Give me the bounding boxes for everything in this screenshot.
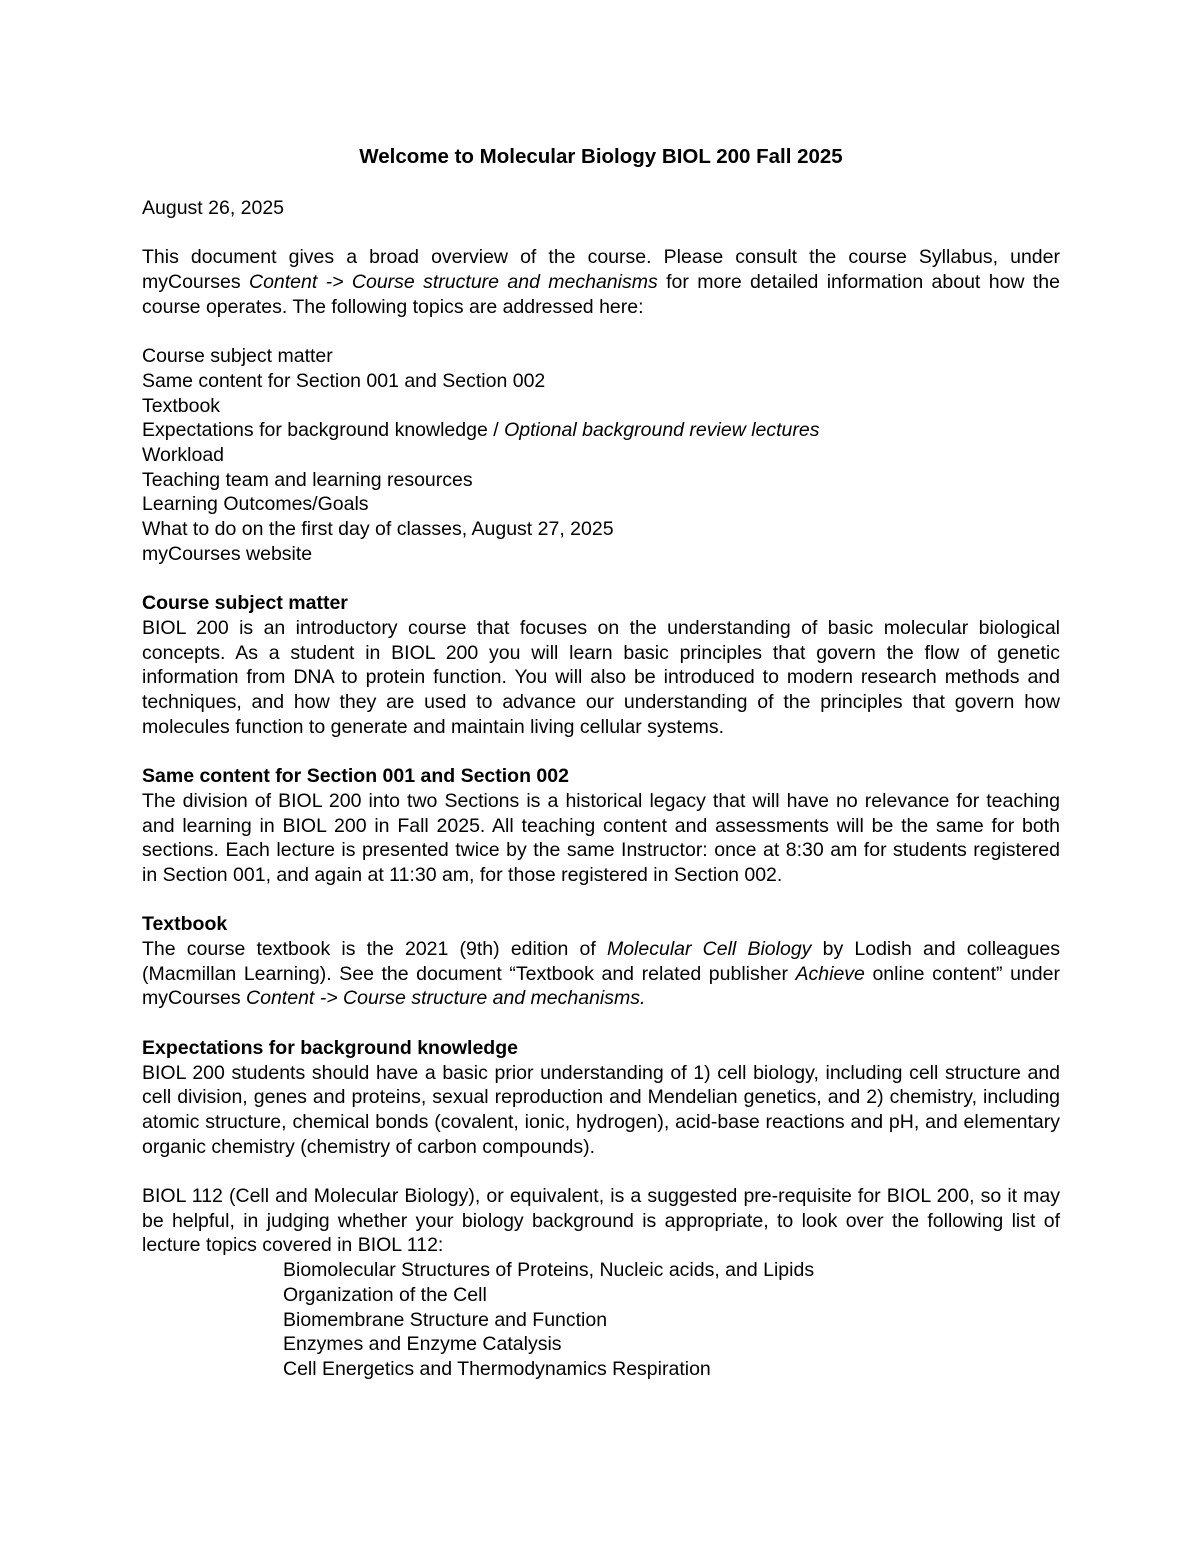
topic-item: Textbook bbox=[142, 394, 221, 417]
spacer bbox=[142, 221, 1060, 246]
document-title: Welcome to Molecular Biology BIOL 200 Fall 2025 bbox=[359, 145, 843, 168]
textbook-achieve: Achieve bbox=[795, 962, 865, 985]
intro-text-2: for more detailed information about how the course operates. The following topics are addressed here: bbox=[142, 271, 1060, 318]
section-body-subject: BIOL 200 is an introductory course that focuses on the understanding of basic molecular biological concepts. As a student in BIOL 200 you will learn basic principles that govern the flow of genetic information from DNA to protein function. You will also be introduced to modern research methods and techniques, and how they are used to advance our understanding of the principles that govern how molecules function to generate and maintain living cellular systems. bbox=[142, 616, 1060, 738]
topic-item: Course subject matter bbox=[142, 345, 333, 368]
spacer bbox=[142, 320, 1060, 345]
topic-item-text: Expectations for background knowledge / bbox=[142, 419, 505, 442]
textbook-text-3: online content” under myCourses bbox=[142, 962, 1060, 1010]
topic-item: Teaching team and learning resources bbox=[142, 468, 473, 491]
section-heading-background: Expectations for background knowledge bbox=[142, 1036, 518, 1059]
section-heading-sections: Same content for Section 001 and Section 002 bbox=[142, 765, 569, 788]
intro-text-1: This document gives a broad overview of the course. Please consult the course Syllabus, under myCourses bbox=[142, 246, 1060, 294]
topic-item: Learning Outcomes/Goals bbox=[142, 493, 369, 516]
textbook-path: Content -> Course structure and mechanisms. bbox=[246, 987, 646, 1010]
document-date: August 26, 2025 bbox=[142, 197, 285, 219]
intro-paragraph bbox=[142, 245, 1060, 319]
topic-item-italic: Optional background review lectures bbox=[504, 419, 820, 442]
spacer bbox=[142, 1159, 1060, 1184]
topic-item: Workload bbox=[142, 444, 225, 466]
topic-item: myCourses website bbox=[142, 542, 313, 565]
biol112-topic-item: Enzymes and Enzyme Catalysis bbox=[283, 1333, 562, 1356]
section-body-background-2: BIOL 112 (Cell and Molecular Biology), or equivalent, is a suggested pre-requisite for BIOL 200, so it may be helpful, in judging whether your biology background is appropriate, to look over the following list of lecture topics covered in BIOL 112: bbox=[142, 1185, 1060, 1257]
section-body-sections: The division of BIOL 200 into two Sections is a historical legacy that will have no relevance for teaching and learning in BIOL 200 in Fall 2025. All teaching content and assessments will be the same for both sections. Each lecture is presented twice by the same Instructor: once at 8:30 am for students registered in Section 001, and again at 11:30 am, for those registered in Section 002. bbox=[142, 789, 1060, 886]
textbook-title: Molecular Cell Biology bbox=[606, 938, 812, 961]
section-heading-subject: Course subject matter bbox=[142, 592, 348, 615]
document-page bbox=[142, 144, 1060, 1382]
biol112-topic-item: Organization of the Cell bbox=[283, 1283, 487, 1306]
topic-item: What to do on the first day of classes, August 27, 2025 bbox=[142, 518, 614, 541]
section-body-textbook bbox=[142, 937, 1060, 1011]
topic-item bbox=[142, 418, 1060, 443]
spacer bbox=[142, 739, 1060, 764]
topic-item: Same content for Section 001 and Section 002 bbox=[142, 369, 546, 392]
section-heading-textbook: Textbook bbox=[142, 913, 228, 936]
spacer bbox=[142, 567, 1060, 592]
biol112-topic-item: Biomolecular Structures of Proteins, Nucleic acids, and Lipids bbox=[283, 1259, 815, 1282]
textbook-text-1: The course textbook is the 2021 (9th) edition of bbox=[142, 938, 607, 961]
textbook-text-2: by Lodish and colleagues (Macmillan Learning). See the document “Textbook and related publisher bbox=[142, 938, 1061, 985]
biol112-topics-list bbox=[142, 1258, 1060, 1382]
section-body-background-1: BIOL 200 students should have a basic prior understanding of 1) cell biology, including cell structure and cell division, genes and proteins, sexual reproduction and Mendelian genetics, and 2) chemistry, including atomic structure, chemical bonds (covalent, ionic, hydrogen), acid-base reactions and pH, and elementary organic chemistry (chemistry of carbon compounds). bbox=[142, 1061, 1060, 1158]
biol112-topic-item: Biomembrane Structure and Function bbox=[283, 1308, 608, 1331]
intro-italic-path: Content -> Course structure and mechanisms bbox=[248, 271, 658, 294]
topics-list bbox=[142, 344, 1060, 566]
spacer bbox=[142, 888, 1060, 913]
spacer bbox=[142, 1011, 1060, 1036]
biol112-topic-item: Cell Energetics and Thermodynamics Respiration bbox=[283, 1357, 711, 1380]
